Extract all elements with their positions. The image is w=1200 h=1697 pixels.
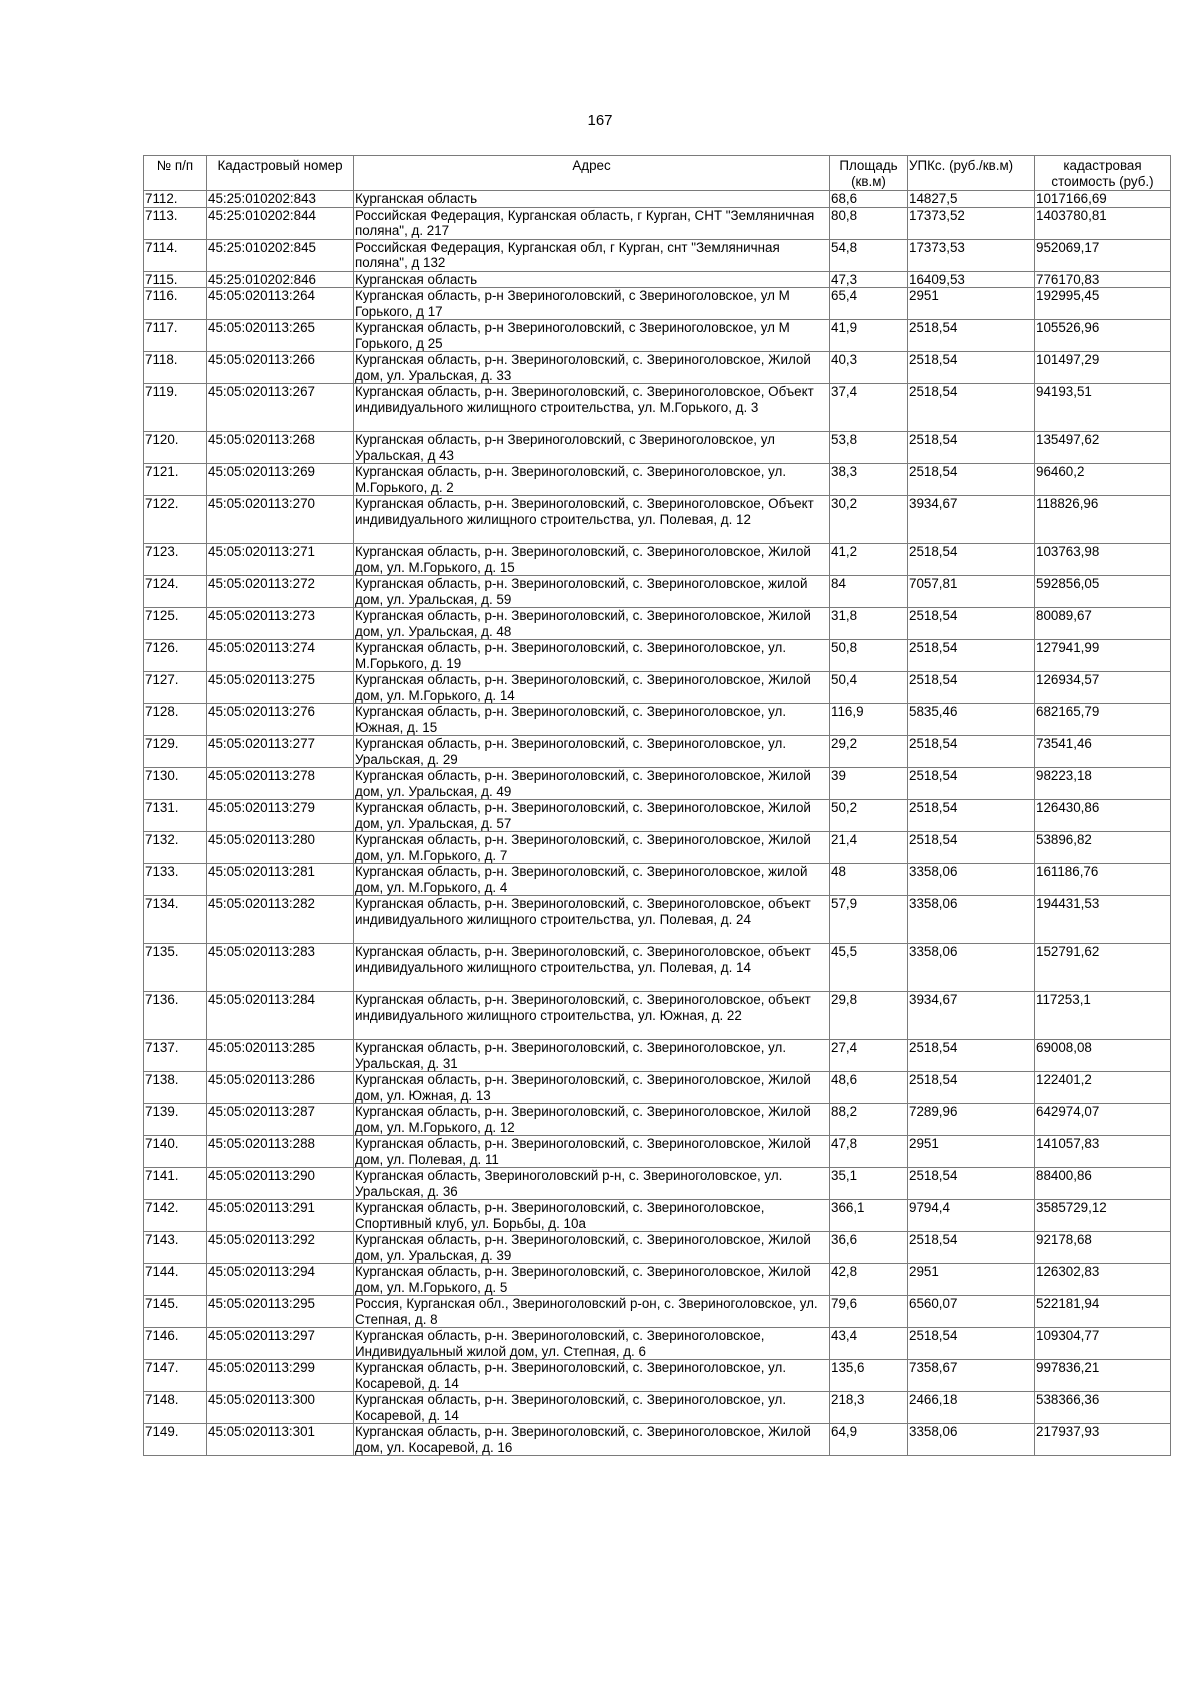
table-row: [144, 352, 1171, 384]
cell-area: 88,2: [830, 1104, 908, 1136]
cell-cadastral-value: 522181,94: [1035, 1296, 1171, 1328]
cell-cadastral-number: 45:05:020113:294: [207, 1264, 354, 1296]
cell-cadastral-value: 682165,79: [1035, 704, 1171, 736]
cell-index: 7139.: [144, 1104, 207, 1136]
cell-cadastral-number: 45:05:020113:281: [207, 864, 354, 896]
cell-index: 7122.: [144, 496, 207, 544]
cell-cadastral-value: 94193,51: [1035, 384, 1171, 432]
cell-address: Курганская область, р-н. Звериноголовский, с. Звериноголовское, Жилой дом, ул. Южная, д. 13: [354, 1072, 830, 1104]
cell-area: 84: [830, 576, 908, 608]
cell-address: Курганская область, р-н Звериноголовский, с Звериноголовское, ул М Горького, д 17: [354, 288, 830, 320]
cell-cadastral-number: 45:05:020113:299: [207, 1360, 354, 1392]
cell-address: Курганская область, р-н. Звериноголовский, с. Звериноголовское, Жилой дом, ул. М.Горького, д. 14: [354, 672, 830, 704]
cell-area: 68,6: [830, 191, 908, 208]
cell-cadastral-value: 997836,21: [1035, 1360, 1171, 1392]
cell-area: 50,4: [830, 672, 908, 704]
cell-upks: 3358,06: [908, 896, 1035, 944]
table-row: [144, 271, 1171, 288]
table-row: [144, 672, 1171, 704]
cell-address: Курганская область, р-н. Звериноголовский, с. Звериноголовское, Объект индивидуального жилищного строительства, ул. М.Горького, д. 3: [354, 384, 830, 432]
cell-cadastral-number: 45:05:020113:290: [207, 1168, 354, 1200]
cell-index: 7115.: [144, 271, 207, 288]
cell-address: Курганская область, р-н. Звериноголовский, с. Звериноголовское, Объект индивидуального жилищного строительства, ул. Полевая, д. 12: [354, 496, 830, 544]
table-header: [144, 156, 1171, 191]
cell-cadastral-number: 45:05:020113:277: [207, 736, 354, 768]
cell-index: 7137.: [144, 1040, 207, 1072]
cell-index: 7133.: [144, 864, 207, 896]
cell-area: 80,8: [830, 207, 908, 239]
cell-upks: 2951: [908, 288, 1035, 320]
table-row: [144, 768, 1171, 800]
cell-area: 27,4: [830, 1040, 908, 1072]
table-row: [144, 1200, 1171, 1232]
cell-area: 47,3: [830, 271, 908, 288]
cell-address: Курганская область, р-н. Звериноголовский, с. Звериноголовское, ул. М.Горького, д. 19: [354, 640, 830, 672]
cell-area: 48: [830, 864, 908, 896]
cell-index: 7119.: [144, 384, 207, 432]
cell-address: Курганская область, р-н. Звериноголовский, с. Звериноголовское, жилой дом, ул. Уральская, д. 59: [354, 576, 830, 608]
table-row: [144, 992, 1171, 1040]
cell-upks: 2518,54: [908, 736, 1035, 768]
cell-area: 57,9: [830, 896, 908, 944]
cell-address: Курганская область, р-н. Звериноголовский, с. Звериноголовское, Жилой дом, ул. М.Горького, д. 7: [354, 832, 830, 864]
cell-address: Российская Федерация, Курганская обл, г Курган, снт "Земляничная поляна", д 132: [354, 239, 830, 271]
table-row: [144, 1264, 1171, 1296]
cell-address: Курганская область, р-н Звериноголовский, с Звериноголовское, ул Уральская, д 43: [354, 432, 830, 464]
cell-cadastral-value: 53896,82: [1035, 832, 1171, 864]
cell-upks: 2518,54: [908, 1040, 1035, 1072]
cell-upks: 2518,54: [908, 320, 1035, 352]
cell-cadastral-value: 73541,46: [1035, 736, 1171, 768]
cell-upks: 2518,54: [908, 640, 1035, 672]
table-row: [144, 320, 1171, 352]
cell-cadastral-number: 45:05:020113:276: [207, 704, 354, 736]
cell-address: Курганская область, р-н. Звериноголовский, с. Звериноголовское, Жилой дом, ул. М.Горького, д. 5: [354, 1264, 830, 1296]
cell-cadastral-value: 592856,05: [1035, 576, 1171, 608]
cell-cadastral-value: 109304,77: [1035, 1328, 1171, 1360]
cell-cadastral-number: 45:05:020113:267: [207, 384, 354, 432]
cell-cadastral-number: 45:05:020113:282: [207, 896, 354, 944]
cell-index: 7145.: [144, 1296, 207, 1328]
cell-cadastral-value: 122401,2: [1035, 1072, 1171, 1104]
table-row: [144, 736, 1171, 768]
table-row: [144, 1072, 1171, 1104]
cell-area: 79,6: [830, 1296, 908, 1328]
cell-area: 50,8: [830, 640, 908, 672]
cell-cadastral-value: 194431,53: [1035, 896, 1171, 944]
cell-address: Курганская область, р-н. Звериноголовский, с. Звериноголовское, ул. Косаревой, д. 14: [354, 1392, 830, 1424]
cell-area: 35,1: [830, 1168, 908, 1200]
table-row: [144, 704, 1171, 736]
cell-address: Курганская область, р-н. Звериноголовский, с. Звериноголовское, Жилой дом, ул. Уральская, д. 39: [354, 1232, 830, 1264]
table-row: [144, 1360, 1171, 1392]
cell-address: Курганская область, р-н. Звериноголовский, с. Звериноголовское, ул. Уральская, д. 29: [354, 736, 830, 768]
cell-cadastral-value: 1403780,81: [1035, 207, 1171, 239]
cell-cadastral-number: 45:05:020113:270: [207, 496, 354, 544]
cell-cadastral-number: 45:05:020113:264: [207, 288, 354, 320]
cell-cadastral-number: 45:25:010202:846: [207, 271, 354, 288]
cell-address: Курганская область, р-н. Звериноголовский, с. Звериноголовское, жилой дом, ул. М.Горького, д. 4: [354, 864, 830, 896]
cell-address: Курганская область: [354, 271, 830, 288]
table-row: [144, 1104, 1171, 1136]
cell-area: 135,6: [830, 1360, 908, 1392]
cell-address: Курганская область, р-н. Звериноголовский, с. Звериноголовское, Жилой дом, ул. Уральская, д. 48: [354, 608, 830, 640]
cell-index: 7117.: [144, 320, 207, 352]
cell-cadastral-value: 126934,57: [1035, 672, 1171, 704]
cell-area: 31,8: [830, 608, 908, 640]
cell-area: 218,3: [830, 1392, 908, 1424]
cell-upks: 2518,54: [908, 1328, 1035, 1360]
cell-address: Курганская область, р-н. Звериноголовский, с. Звериноголовское, объект индивидуального жилищного строительства, ул. Южная, д. 22: [354, 992, 830, 1040]
cell-upks: 2518,54: [908, 1232, 1035, 1264]
cell-cadastral-value: 538366,36: [1035, 1392, 1171, 1424]
cell-address: Курганская область, р-н. Звериноголовский, с. Звериноголовское, Жилой дом, ул. М.Горького, д. 15: [354, 544, 830, 576]
cell-cadastral-value: 217937,93: [1035, 1424, 1171, 1456]
cell-upks: 9794,4: [908, 1200, 1035, 1232]
cell-address: Курганская область, р-н. Звериноголовский, с. Звериноголовское, Жилой дом, ул. Полевая, д. 11: [354, 1136, 830, 1168]
cell-area: 42,8: [830, 1264, 908, 1296]
cell-area: 45,5: [830, 944, 908, 992]
table-row: [144, 864, 1171, 896]
cell-index: 7138.: [144, 1072, 207, 1104]
cell-index: 7148.: [144, 1392, 207, 1424]
cell-upks: 3358,06: [908, 1424, 1035, 1456]
cell-cadastral-value: 126302,83: [1035, 1264, 1171, 1296]
table-row: [144, 1424, 1171, 1456]
cell-area: 116,9: [830, 704, 908, 736]
cell-cadastral-value: 117253,1: [1035, 992, 1171, 1040]
cell-index: 7146.: [144, 1328, 207, 1360]
cell-index: 7126.: [144, 640, 207, 672]
cell-index: 7118.: [144, 352, 207, 384]
cell-upks: 17373,52: [908, 207, 1035, 239]
cell-address: Курганская область, р-н. Звериноголовский, с. Звериноголовское, Жилой дом, ул. Уральская, д. 57: [354, 800, 830, 832]
cell-area: 53,8: [830, 432, 908, 464]
table-row: [144, 1040, 1171, 1072]
cell-cadastral-number: 45:05:020113:291: [207, 1200, 354, 1232]
cell-upks: 2466,18: [908, 1392, 1035, 1424]
cell-area: 54,8: [830, 239, 908, 271]
cadastral-table: [143, 155, 1171, 1456]
cell-address: Россия, Курганская обл., Звериноголовский р-он, с. Звериноголовское, ул. Степная, д. 8: [354, 1296, 830, 1328]
table-row: [144, 207, 1171, 239]
header-row: [144, 156, 1171, 191]
table-row: [144, 1296, 1171, 1328]
cell-address: Курганская область, р-н. Звериноголовский, с. Звериноголовское, объект индивидуального жилищного строительства, ул. Полевая, д. 24: [354, 896, 830, 944]
page-number: 167: [587, 112, 613, 129]
header-cadastral-value: кадастровая стоимость (руб.): [1035, 156, 1171, 191]
cell-index: 7127.: [144, 672, 207, 704]
cell-upks: 2951: [908, 1136, 1035, 1168]
cell-cadastral-number: 45:05:020113:297: [207, 1328, 354, 1360]
cell-area: 29,2: [830, 736, 908, 768]
cell-cadastral-value: 192995,45: [1035, 288, 1171, 320]
cell-upks: 2518,54: [908, 544, 1035, 576]
cell-upks: 2518,54: [908, 384, 1035, 432]
cell-index: 7116.: [144, 288, 207, 320]
cell-index: 7130.: [144, 768, 207, 800]
cell-area: 29,8: [830, 992, 908, 1040]
cell-cadastral-number: 45:05:020113:265: [207, 320, 354, 352]
cell-address: Курганская область, р-н. Звериноголовский, с. Звериноголовское, Спортивный клуб, ул. Борьбы, д. 10а: [354, 1200, 830, 1232]
cell-cadastral-number: 45:05:020113:295: [207, 1296, 354, 1328]
table-row: [144, 464, 1171, 496]
cell-index: 7113.: [144, 207, 207, 239]
cell-area: 366,1: [830, 1200, 908, 1232]
cell-address: Курганская область, р-н. Звериноголовский, с. Звериноголовское, ул. М.Горького, д. 2: [354, 464, 830, 496]
cell-address: Курганская область, р-н. Звериноголовский, с. Звериноголовское, Жилой дом, ул. Косаревой, д. 16: [354, 1424, 830, 1456]
cell-cadastral-number: 45:05:020113:292: [207, 1232, 354, 1264]
cell-upks: 2518,54: [908, 352, 1035, 384]
header-index: № п/п: [144, 156, 207, 191]
cell-cadastral-value: 135497,62: [1035, 432, 1171, 464]
cell-cadastral-number: 45:05:020113:278: [207, 768, 354, 800]
cell-area: 40,3: [830, 352, 908, 384]
cell-cadastral-value: 103763,98: [1035, 544, 1171, 576]
cell-upks: 2518,54: [908, 800, 1035, 832]
cell-upks: 14827,5: [908, 191, 1035, 208]
cell-cadastral-number: 45:25:010202:845: [207, 239, 354, 271]
cell-area: 41,2: [830, 544, 908, 576]
header-cadastral-number: Кадастровый номер: [207, 156, 354, 191]
cell-upks: 7358,67: [908, 1360, 1035, 1392]
cell-index: 7142.: [144, 1200, 207, 1232]
cell-cadastral-number: 45:05:020113:284: [207, 992, 354, 1040]
cell-upks: 7289,96: [908, 1104, 1035, 1136]
cell-upks: 2518,54: [908, 1168, 1035, 1200]
cell-cadastral-value: 152791,62: [1035, 944, 1171, 992]
cell-address: Курганская область, р-н. Звериноголовский, с. Звериноголовское, Жилой дом, ул. Уральская, д. 49: [354, 768, 830, 800]
cell-index: 7131.: [144, 800, 207, 832]
table-row: [144, 239, 1171, 271]
table-row: [144, 1232, 1171, 1264]
cell-cadastral-value: 98223,18: [1035, 768, 1171, 800]
table-row: [144, 576, 1171, 608]
cell-address: Курганская область, Звериноголовский р-н, с. Звериноголовское, ул. Уральская, д. 36: [354, 1168, 830, 1200]
cell-cadastral-number: 45:05:020113:285: [207, 1040, 354, 1072]
cell-cadastral-number: 45:05:020113:272: [207, 576, 354, 608]
cell-area: 41,9: [830, 320, 908, 352]
cell-cadastral-number: 45:05:020113:274: [207, 640, 354, 672]
cell-index: 7141.: [144, 1168, 207, 1200]
cell-address: Курганская область, р-н. Звериноголовский, с. Звериноголовское, ул. Уральская, д. 31: [354, 1040, 830, 1072]
table-row: [144, 288, 1171, 320]
cell-index: 7140.: [144, 1136, 207, 1168]
cell-upks: 3358,06: [908, 944, 1035, 992]
cell-cadastral-value: 118826,96: [1035, 496, 1171, 544]
cell-area: 38,3: [830, 464, 908, 496]
cell-cadastral-number: 45:25:010202:843: [207, 191, 354, 208]
cell-index: 7123.: [144, 544, 207, 576]
cell-cadastral-number: 45:05:020113:271: [207, 544, 354, 576]
table-body: [144, 191, 1171, 1456]
cell-upks: 3358,06: [908, 864, 1035, 896]
table-row: [144, 1168, 1171, 1200]
cell-cadastral-number: 45:05:020113:275: [207, 672, 354, 704]
cell-cadastral-value: 161186,76: [1035, 864, 1171, 896]
cell-index: 7112.: [144, 191, 207, 208]
cell-upks: 2518,54: [908, 432, 1035, 464]
cell-upks: 2518,54: [908, 464, 1035, 496]
table-row: [144, 944, 1171, 992]
table-row: [144, 384, 1171, 432]
cell-area: 64,9: [830, 1424, 908, 1456]
cell-area: 48,6: [830, 1072, 908, 1104]
cell-cadastral-number: 45:05:020113:301: [207, 1424, 354, 1456]
cell-cadastral-value: 952069,17: [1035, 239, 1171, 271]
cell-area: 65,4: [830, 288, 908, 320]
cell-area: 30,2: [830, 496, 908, 544]
cell-area: 39: [830, 768, 908, 800]
cell-cadastral-number: 45:05:020113:280: [207, 832, 354, 864]
cell-cadastral-number: 45:05:020113:279: [207, 800, 354, 832]
table-row: [144, 1136, 1171, 1168]
cell-address: Курганская область, р-н. Звериноголовский, с. Звериноголовское, Индивидуальный жилой дом, ул. Степная, д. 6: [354, 1328, 830, 1360]
cell-cadastral-number: 45:05:020113:300: [207, 1392, 354, 1424]
table-row: [144, 640, 1171, 672]
table-row: [144, 832, 1171, 864]
cell-cadastral-number: 45:05:020113:288: [207, 1136, 354, 1168]
cell-cadastral-value: 642974,07: [1035, 1104, 1171, 1136]
cell-cadastral-number: 45:05:020113:286: [207, 1072, 354, 1104]
table-row: [144, 496, 1171, 544]
cell-index: 7149.: [144, 1424, 207, 1456]
cell-index: 7128.: [144, 704, 207, 736]
cell-address: Курганская область: [354, 191, 830, 208]
cell-address: Курганская область, р-н. Звериноголовский, с. Звериноголовское, Жилой дом, ул. М.Горького, д. 12: [354, 1104, 830, 1136]
cell-index: 7134.: [144, 896, 207, 944]
cell-index: 7132.: [144, 832, 207, 864]
cell-cadastral-number: 45:05:020113:268: [207, 432, 354, 464]
cell-area: 43,4: [830, 1328, 908, 1360]
cell-cadastral-value: 92178,68: [1035, 1232, 1171, 1264]
cell-upks: 16409,53: [908, 271, 1035, 288]
cell-index: 7121.: [144, 464, 207, 496]
header-upks: УПКс. (руб./кв.м): [908, 156, 1035, 191]
cell-cadastral-value: 101497,29: [1035, 352, 1171, 384]
cell-index: 7143.: [144, 1232, 207, 1264]
cell-address: Курганская область, р-н. Звериноголовский, с. Звериноголовское, объект индивидуального жилищного строительства, ул. Полевая, д. 14: [354, 944, 830, 992]
header-address: Адрес: [354, 156, 830, 191]
cell-address: Курганская область, р-н. Звериноголовский, с. Звериноголовское, ул. Южная, д. 15: [354, 704, 830, 736]
cell-upks: 2518,54: [908, 608, 1035, 640]
cell-upks: 2518,54: [908, 1072, 1035, 1104]
cell-cadastral-value: 96460,2: [1035, 464, 1171, 496]
cell-address: Курганская область, р-н Звериноголовский, с Звериноголовское, ул М Горького, д 25: [354, 320, 830, 352]
cell-index: 7129.: [144, 736, 207, 768]
cell-cadastral-number: 45:05:020113:287: [207, 1104, 354, 1136]
cell-cadastral-value: 126430,86: [1035, 800, 1171, 832]
table-row: [144, 191, 1171, 208]
cell-cadastral-number: 45:05:020113:269: [207, 464, 354, 496]
cell-index: 7125.: [144, 608, 207, 640]
table-row: [144, 1328, 1171, 1360]
cell-address: Российская Федерация, Курганская область, г Курган, СНТ "Земляничная поляна", д. 217: [354, 207, 830, 239]
cell-cadastral-value: 1017166,69: [1035, 191, 1171, 208]
cell-cadastral-value: 69008,08: [1035, 1040, 1171, 1072]
cell-index: 7136.: [144, 992, 207, 1040]
cell-cadastral-number: 45:05:020113:266: [207, 352, 354, 384]
cell-cadastral-number: 45:05:020113:273: [207, 608, 354, 640]
table-row: [144, 896, 1171, 944]
cell-upks: 3934,67: [908, 992, 1035, 1040]
cell-area: 36,6: [830, 1232, 908, 1264]
table-row: [144, 608, 1171, 640]
cell-upks: 6560,07: [908, 1296, 1035, 1328]
table-row: [144, 544, 1171, 576]
cell-upks: 3934,67: [908, 496, 1035, 544]
cell-area: 47,8: [830, 1136, 908, 1168]
cell-cadastral-value: 141057,83: [1035, 1136, 1171, 1168]
cell-address: Курганская область, р-н. Звериноголовский, с. Звериноголовское, ул. Косаревой, д. 14: [354, 1360, 830, 1392]
cell-upks: 17373,53: [908, 239, 1035, 271]
cell-index: 7124.: [144, 576, 207, 608]
cell-index: 7144.: [144, 1264, 207, 1296]
cell-index: 7147.: [144, 1360, 207, 1392]
cell-cadastral-value: 127941,99: [1035, 640, 1171, 672]
cell-area: 21,4: [830, 832, 908, 864]
table-row: [144, 1392, 1171, 1424]
cell-index: 7120.: [144, 432, 207, 464]
cell-index: 7114.: [144, 239, 207, 271]
cell-upks: 2518,54: [908, 672, 1035, 704]
cell-upks: 7057,81: [908, 576, 1035, 608]
cell-upks: 2518,54: [908, 832, 1035, 864]
table-row: [144, 800, 1171, 832]
cell-cadastral-number: 45:25:010202:844: [207, 207, 354, 239]
cell-cadastral-value: 80089,67: [1035, 608, 1171, 640]
cell-upks: 2518,54: [908, 768, 1035, 800]
cell-upks: 5835,46: [908, 704, 1035, 736]
cell-cadastral-number: 45:05:020113:283: [207, 944, 354, 992]
cell-upks: 2951: [908, 1264, 1035, 1296]
cell-cadastral-value: 776170,83: [1035, 271, 1171, 288]
cell-address: Курганская область, р-н. Звериноголовский, с. Звериноголовское, Жилой дом, ул. Уральская, д. 33: [354, 352, 830, 384]
cell-index: 7135.: [144, 944, 207, 992]
cell-area: 50,2: [830, 800, 908, 832]
cell-cadastral-value: 105526,96: [1035, 320, 1171, 352]
cell-area: 37,4: [830, 384, 908, 432]
header-area: Площадь (кв.м): [830, 156, 908, 191]
cell-cadastral-value: 3585729,12: [1035, 1200, 1171, 1232]
table-row: [144, 432, 1171, 464]
cell-cadastral-value: 88400,86: [1035, 1168, 1171, 1200]
